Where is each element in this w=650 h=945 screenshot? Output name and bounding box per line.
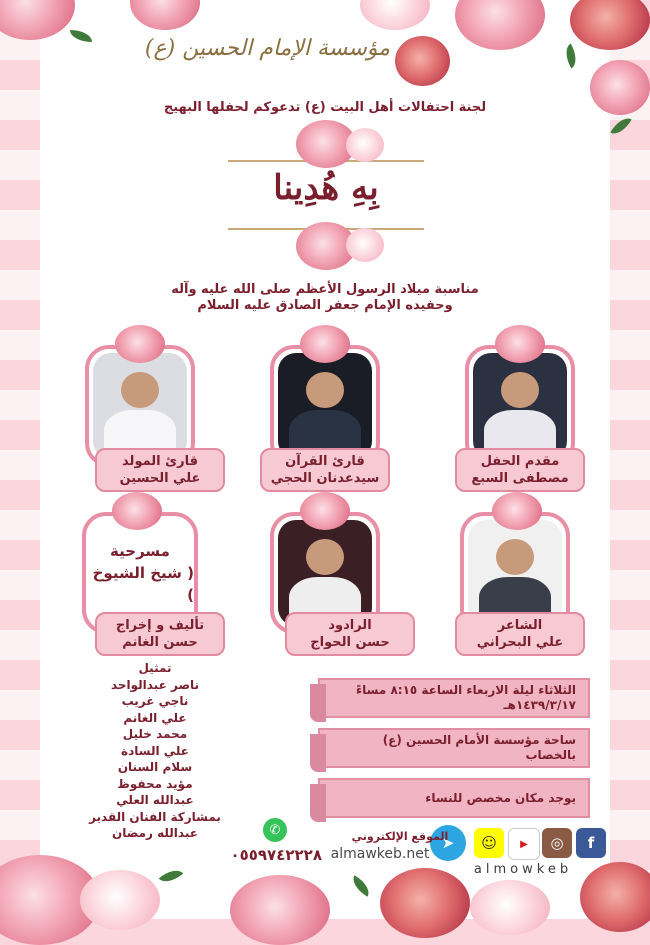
participant-role: الرادود (328, 618, 372, 633)
raddod-photo (278, 520, 372, 626)
time-ribbon (318, 678, 590, 718)
occasion-text (90, 282, 560, 314)
youtube-icon[interactable]: ▶ (508, 828, 540, 860)
photo-head (501, 372, 539, 408)
invitation-text: لجنة احتفالات أهل البيت (ع) تدعوكم لحفلها البهيج (163, 100, 487, 115)
rose-decoration (115, 325, 165, 363)
play-title: ( شيخ الشيوخ ) (92, 564, 194, 604)
poet-photo (468, 520, 562, 626)
women-ribbon (318, 778, 590, 818)
phone-number[interactable]: ٠٥٥٩٧٤٢٢٢٨ (230, 846, 322, 864)
participant-label (95, 612, 225, 656)
participant-name: مصطفى السبع (471, 471, 569, 486)
quran-reciter-photo (278, 353, 372, 459)
occasion-line-1: مناسبة ميلاد الرسول الأعظم صلى الله عليه وآله (171, 282, 479, 297)
cast-member: علي الغانم (123, 710, 187, 725)
rose-decoration (346, 228, 384, 262)
mawlid-reciter-photo (93, 353, 187, 459)
cast-member: ناجي غريب (121, 694, 189, 708)
photo-head (121, 372, 159, 408)
participant-label (455, 448, 585, 492)
rose-decoration (470, 880, 550, 935)
rose-decoration (346, 128, 384, 162)
participant-name: علي البحراني (476, 635, 564, 650)
cast-member: عبدالله رمضان (112, 826, 198, 840)
participant-label (455, 612, 585, 656)
place-line-2: بالخصاب (525, 748, 576, 762)
event-title: بِهِ هُدِينا (273, 168, 379, 208)
time-line-2: ١٤٣٩/٣/١٧هـ (503, 698, 576, 712)
leaf-decoration (610, 113, 631, 138)
place-ribbon (318, 728, 590, 768)
cast-member: مؤيد محفوظ (117, 776, 193, 791)
photo-head (496, 539, 534, 575)
rose-decoration (300, 492, 350, 530)
instagram-icon[interactable]: ◎ (542, 828, 572, 858)
participant-label (95, 448, 225, 492)
cast-member: محمد خليل (122, 727, 188, 741)
participant-label (285, 612, 415, 656)
cast-member: علي السادة (121, 743, 189, 758)
time-line-1: الثلاثاء ليلة الاربعاء الساعة ٨:١٥ مساءً (355, 683, 576, 697)
women-note: يوجد مكان مخصص للنساء (425, 790, 576, 805)
cast-member: سلام السنان (117, 760, 193, 774)
photo-head (306, 539, 344, 575)
rose-decoration (112, 492, 162, 530)
rose-decoration (495, 325, 545, 363)
participant-name: علي الحسين (119, 471, 201, 486)
brand-name: almowkeb (473, 862, 573, 877)
rose-decoration (230, 875, 330, 945)
participant-role: تأليف و إخراج (115, 618, 205, 633)
occasion-line-2: وحفيده الإمام جعفر الصادق عليه السلام (197, 298, 453, 313)
participant-name: حسن الغانم (122, 635, 198, 650)
telegram-icon[interactable]: ➤ (430, 825, 466, 861)
rose-decoration (580, 862, 650, 932)
facebook-icon[interactable]: f (576, 828, 606, 858)
cast-member: بمشاركة الفنان القدير (89, 809, 221, 824)
rose-decoration (380, 868, 470, 938)
play-label: مسرحية (110, 542, 170, 560)
cast-member: ناصر عبدالواحد (110, 677, 200, 692)
whatsapp-icon[interactable]: ✆ (263, 818, 287, 842)
participant-role: مقدم الحفل (480, 454, 560, 469)
website-label: الموقع الإلكتروني (351, 830, 449, 843)
institution-logo: مؤسسة الإمام الحسين (ع) (144, 36, 390, 61)
rose-decoration (395, 36, 450, 86)
rose-decoration (300, 325, 350, 363)
participant-role: الشاعر (497, 618, 543, 633)
snapchat-icon[interactable]: ☺ (474, 828, 504, 858)
website-link[interactable]: almawkeb.net (330, 846, 430, 862)
participant-name: سيدعدنان الحجي (270, 471, 380, 486)
participant-role: قارئ القرآن (285, 454, 365, 469)
participant-name: حسن الحواج (310, 635, 390, 650)
host-photo (473, 353, 567, 459)
photo-head (306, 372, 344, 408)
rose-decoration (492, 492, 542, 530)
participant-role: قارئ المولد (122, 454, 198, 469)
cast-list (80, 660, 230, 842)
cast-member: عبدالله العلي (116, 793, 194, 807)
cast-heading: تمثيل (138, 661, 172, 675)
participant-label (260, 448, 390, 492)
rose-decoration (590, 60, 650, 115)
rose-decoration (80, 870, 160, 930)
place-line-1: ساحة مؤسسة الأمام الحسين (ع) (382, 733, 576, 747)
